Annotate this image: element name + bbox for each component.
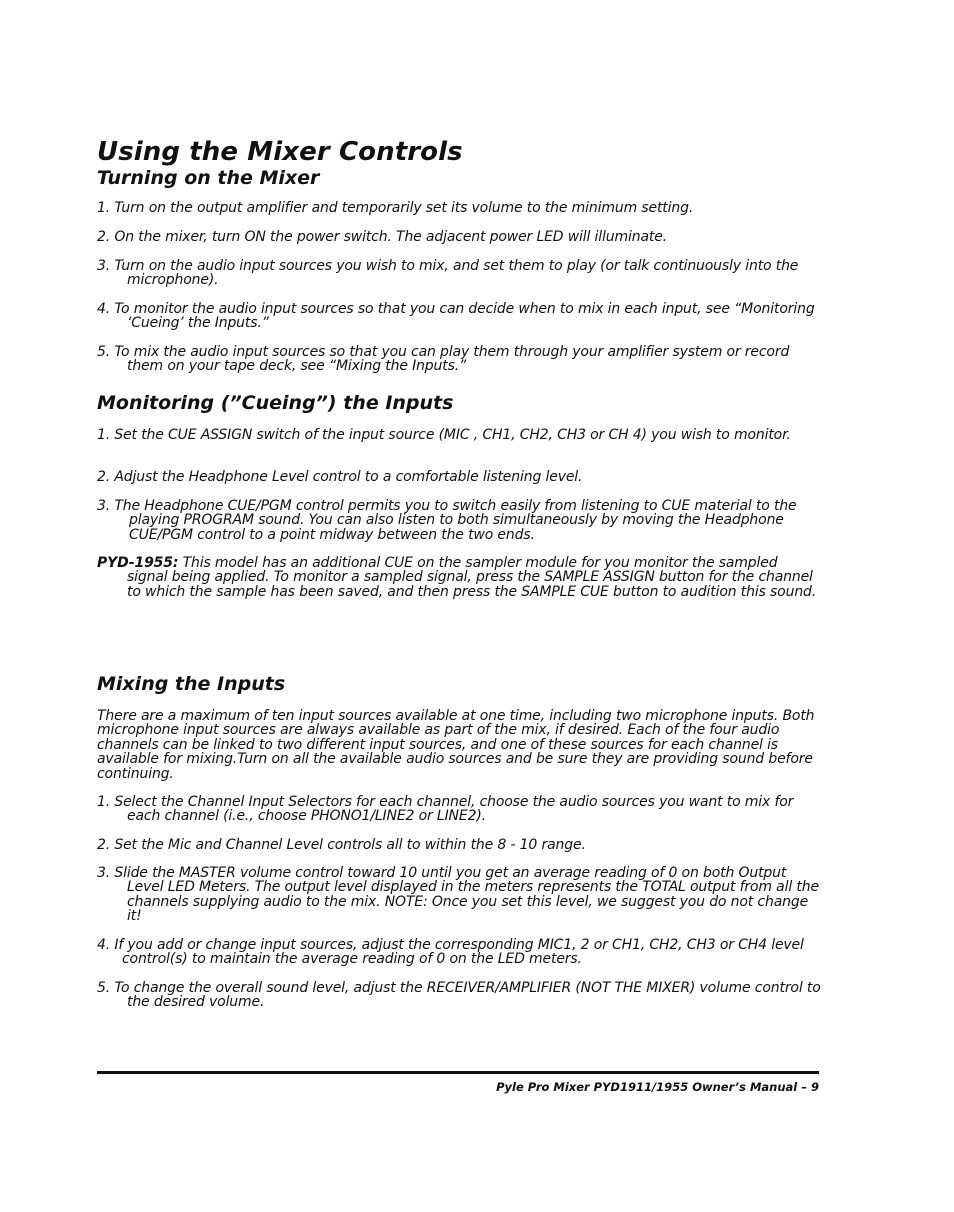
model-note-text: This model has an additional CUE on the sampler module for you monitor the sampled signal being applied. To monitor a sampled signal, press the SAMPLE ASSIGN button for the channel to which the sample has been saved, and then press the SAMPLE CUE button to audition this sound. (127, 555, 817, 600)
page-title: Using the Mixer Controls (97, 137, 463, 167)
monitoring-step-3: 3. The Headphone CUE/PGM control permits you to switch easily from listening to CUE material to the playing PROGRAM sound. You can also listen to both simultaneously by moving the Headphone CUE/PGM control to a point midway between the two ends. (97, 498, 797, 543)
mixing-step-1: 1. Select the Channel Input Selectors for each channel, choose the audio sources you want to mix for each channel (i.e., choose PHONO1/LINE2 or LINE2). (97, 794, 794, 825)
turning-on-step-2: 2. On the mixer, turn ON the power switch. The adjacent power LED will illuminate. (97, 229, 667, 245)
monitoring-step-2: 2. Adjust the Headphone Level control to a comfortable listening level. (97, 469, 583, 485)
mixing-intro: There are a maximum of ten input sources available at one time, including two microphone inputs. Both microphone input sources are always available as part of the mix, if desired. Each of the four audio channels can be linked to two different input sources, and one of these sources for each channel is available for mixing.Turn on all the available audio sources and be sure they are providing sound before continuing. (97, 708, 815, 782)
mixing-step-4: 4. If you add or change input sources, adjust the corresponding MIC1, 2 or CH1, CH2, CH3 or CH4 level control(s) to maintain the average reading of 0 on the LED meters. (97, 937, 804, 968)
section-heading-monitoring: Monitoring (”Cueing”) the Inputs (97, 392, 454, 414)
model-note (97, 556, 821, 599)
footer-rule (97, 1071, 819, 1074)
model-note-lead: PYD-1955: (97, 555, 179, 571)
turning-on-step-3: 3. Turn on the audio input sources you wish to mix, and set them to play (or talk continuously into the microphone). (97, 258, 799, 289)
section-heading-mixing: Mixing the Inputs (97, 673, 286, 695)
section-heading-turning-on: Turning on the Mixer (97, 167, 320, 189)
turning-on-step-5: 5. To mix the audio input sources so that you can play them through your amplifier system or record them on your tape deck, see “Mixing the Inputs.” (97, 344, 790, 375)
monitoring-step-1: 1. Set the CUE ASSIGN switch of the input source (MIC , CH1, CH2, CH3 or CH 4) you wish to monitor. (97, 427, 791, 443)
mixing-step-5: 5. To change the overall sound level, adjust the RECEIVER/AMPLIFIER (NOT THE MIXER) volume control to the desired volume. (97, 980, 821, 1011)
mixing-step-2: 2. Set the Mic and Channel Level controls all to within the 8 - 10 range. (97, 837, 586, 853)
page-footer: Pyle Pro Mixer PYD1911/1955 Owner’s Manual – 9 (496, 1080, 819, 1094)
turning-on-step-1: 1. Turn on the output amplifier and temporarily set its volume to the minimum setting. (97, 200, 694, 216)
turning-on-step-4: 4. To monitor the audio input sources so that you can decide when to mix in each input, see “Monitoring ‘Cueing’ the Inputs.” (97, 301, 815, 332)
mixing-step-3: 3. Slide the MASTER volume control toward 10 until you get an average reading of 0 on both Output Level LED Meters. The output level displayed in the meters represents the TOTAL output from all the channels supplying audio to the mix. NOTE: Once you set this level, we suggest you do not change it! (97, 865, 819, 925)
